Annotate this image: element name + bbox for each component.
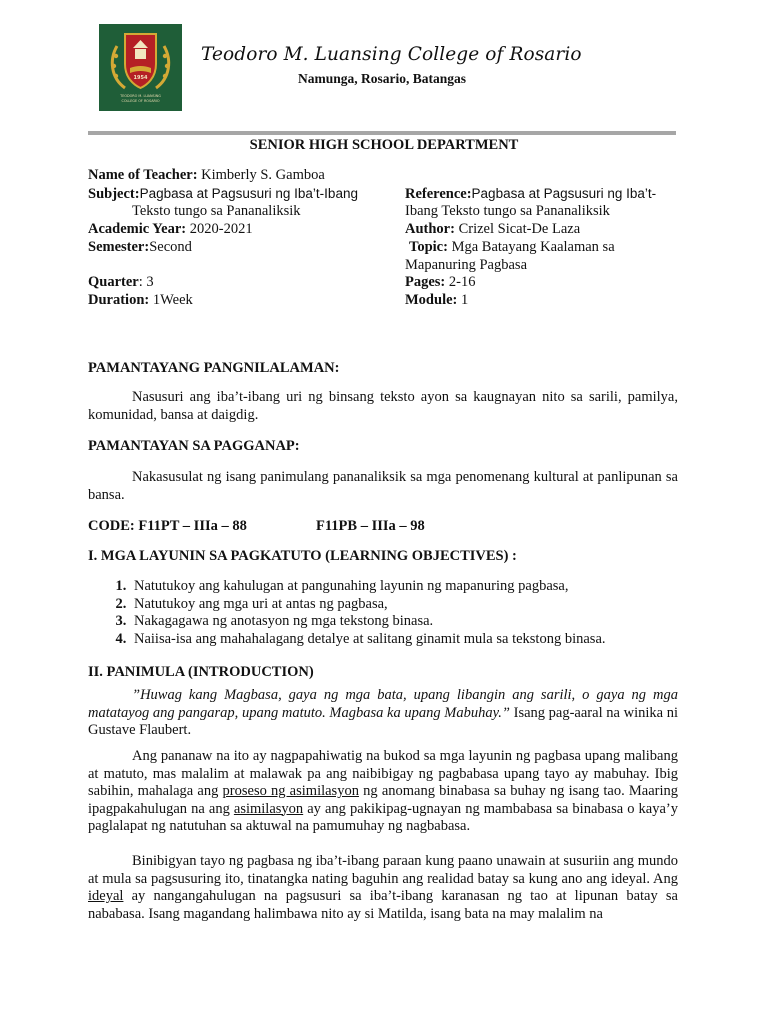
pages-label: Pages: xyxy=(405,274,446,290)
teacher-label: Name of Teacher: xyxy=(88,167,198,183)
topic-label: Topic: xyxy=(409,239,448,255)
subject-label: Subject: xyxy=(88,186,140,202)
pages-row xyxy=(405,274,475,291)
school-seal-icon xyxy=(99,24,182,111)
content-standard-text: Nasusuri ang iba’t-ibang uri ng binsang teksto ayon sa kaugnayan nito sa sarili, pamilya, komunidad, bansa at daigdig. xyxy=(88,389,678,423)
reference-label: Reference: xyxy=(405,186,472,202)
subject-value-line2: Teksto tungo sa Pananaliksik xyxy=(132,203,301,219)
svg-text:1954: 1954 xyxy=(133,75,148,81)
p3-text-a: Binibigyan tayo ng pagbasa ng iba’t-ibang paraan kung paano unawain at susuriin ang mundo at mula sa pagsusuring ito, tinatangka nating baguhin ang realidad batay sa kung ano ang ideyal. Ang xyxy=(88,853,678,887)
header-divider xyxy=(88,131,676,135)
objective-item: 3. Nakagagawa ng anotasyon ng mga tekstong binasa. xyxy=(130,613,690,631)
quarter-row xyxy=(88,274,154,291)
module-label: Module: xyxy=(405,292,458,308)
topic-value-line1: Mga Batayang Kaalaman sa xyxy=(447,239,615,255)
author-row xyxy=(405,221,580,238)
objectives-heading: I. MGA LAYUNIN SA PAGKATUTO (LEARNING OBJECTIVES) : xyxy=(88,548,517,564)
content-standard-heading: PAMANTAYANG PANGNILALAMAN: xyxy=(88,360,340,376)
objective-item: 2. Natutukoy ang mga uri at antas ng pagbasa, xyxy=(130,596,690,614)
pages-value: 2-16 xyxy=(445,274,476,290)
objective-item: 4. Naiisa-isa ang mahahalagang detalye at salitang ginamit mula sa tekstong binasa. xyxy=(130,631,690,649)
topic-value-line2: Mapanuring Pagbasa xyxy=(405,257,528,273)
quarter-label: Quarter xyxy=(88,274,139,290)
performance-standard-heading: PAMANTAYAN SA PAGGANAP: xyxy=(88,438,300,454)
intro-paragraph-1 xyxy=(88,687,678,740)
semester-row xyxy=(88,239,192,256)
underlined-term-assimilation: asimilasyon xyxy=(233,800,304,817)
p2-text-c: ay ang pakikipag-ugnayan ng mambabasa sa binabasa o kaya’y paglalapat ng natutuhan sa aktuwal na pamumuhay ng nagbabasa. xyxy=(88,800,679,834)
intro-heading: II. PANIMULA (INTRODUCTION) xyxy=(88,664,314,680)
semester-label: Semester: xyxy=(88,239,150,255)
author-value: Crizel Sicat-De Laza xyxy=(454,221,581,237)
duration-row xyxy=(88,292,193,309)
objective-item: 1. Natutukoy ang kahulugan at pangunahing layunin ng mapanuring pagbasa, xyxy=(130,578,690,596)
reference-row xyxy=(405,185,656,203)
author-label: Author: xyxy=(405,221,455,237)
svg-text:TEODORO M. LUANSING: TEODORO M. LUANSING xyxy=(120,94,161,98)
subject-value-line1: Pagbasa at Pagsusuri ng Iba’t-Ibang xyxy=(139,186,358,201)
semester-value: Second xyxy=(149,239,192,255)
svg-text:COLLEGE OF ROSARIO: COLLEGE OF ROSARIO xyxy=(121,99,160,103)
p2-text-b: ng anomang binabasa sa buhay ng isang tao. Maaring ipagpakahulugan na ang xyxy=(88,783,679,817)
underlined-term-process: proseso ng asimilasyon xyxy=(222,783,359,799)
code-2: F11PB – IIIa – 98 xyxy=(316,518,425,534)
academic-year-row xyxy=(88,221,253,238)
module-value: 1 xyxy=(457,292,469,308)
intro-paragraph-3 xyxy=(88,853,678,923)
department-title: SENIOR HIGH SCHOOL DEPARTMENT xyxy=(249,137,519,153)
school-logo xyxy=(99,24,182,111)
topic-row xyxy=(409,239,615,256)
duration-label: Duration: xyxy=(88,292,150,308)
subject-row xyxy=(88,185,358,203)
duration-value: 1Week xyxy=(149,292,193,308)
school-address: Namunga, Rosario, Batangas xyxy=(298,71,467,86)
school-name: Teodoro M. Luansing College of Rosario xyxy=(201,44,582,65)
teacher-row xyxy=(88,167,325,184)
academic-year-label: Academic Year: xyxy=(88,221,187,237)
teacher-value: Kimberly S. Gamboa xyxy=(197,167,325,183)
academic-year-value: 2020-2021 xyxy=(186,221,253,237)
intro-paragraph-2 xyxy=(88,748,678,836)
underlined-term-ideal: ideyal xyxy=(88,888,124,904)
flaubert-quote: ”Huwag kang Magbasa, gaya ng mga bata, upang libangin ang sarili, o gaya ng mga matatayog ang pangarap, upang matuto. Magbasa ka upang Mabuhay.” xyxy=(88,687,678,721)
quote-attribution: Isang pag-aaral na winika ni Gustave Flaubert. xyxy=(88,704,678,738)
module-row xyxy=(405,292,468,309)
p3-text-b: ay nangangahulugan na pagsusuri sa iba’t-ibang karanasan ng tao at lipunan batay sa nababasa. Isang magandang halimbawa nito ay si Matilda, isang bata na may malalim na xyxy=(88,888,678,922)
reference-value-line2: Ibang Teksto tungo sa Pananaliksik xyxy=(405,203,610,219)
p2-text-a: Ang pananaw na ito ay nagpapahiwatig na bukod sa mga layunin ng pagbasa upang malibang at matuto, mas malalim at malawak pa ang naibibigay ng pagbabasa upang tayo ay mabuhay. Ibig sabihin, mahalaga ang xyxy=(88,748,678,799)
code-1: CODE: F11PT – IIIa – 88 xyxy=(88,518,247,534)
reference-value-line1: Pagbasa at Pagsusuri ng Iba’t- xyxy=(471,186,657,201)
objectives-list xyxy=(88,578,690,648)
quarter-value: : 3 xyxy=(138,274,154,290)
performance-standard-text: Nakasusulat ng isang panimulang pananaliksik sa mga penomenang kultural at panlipunan sa bansa. xyxy=(88,469,678,503)
